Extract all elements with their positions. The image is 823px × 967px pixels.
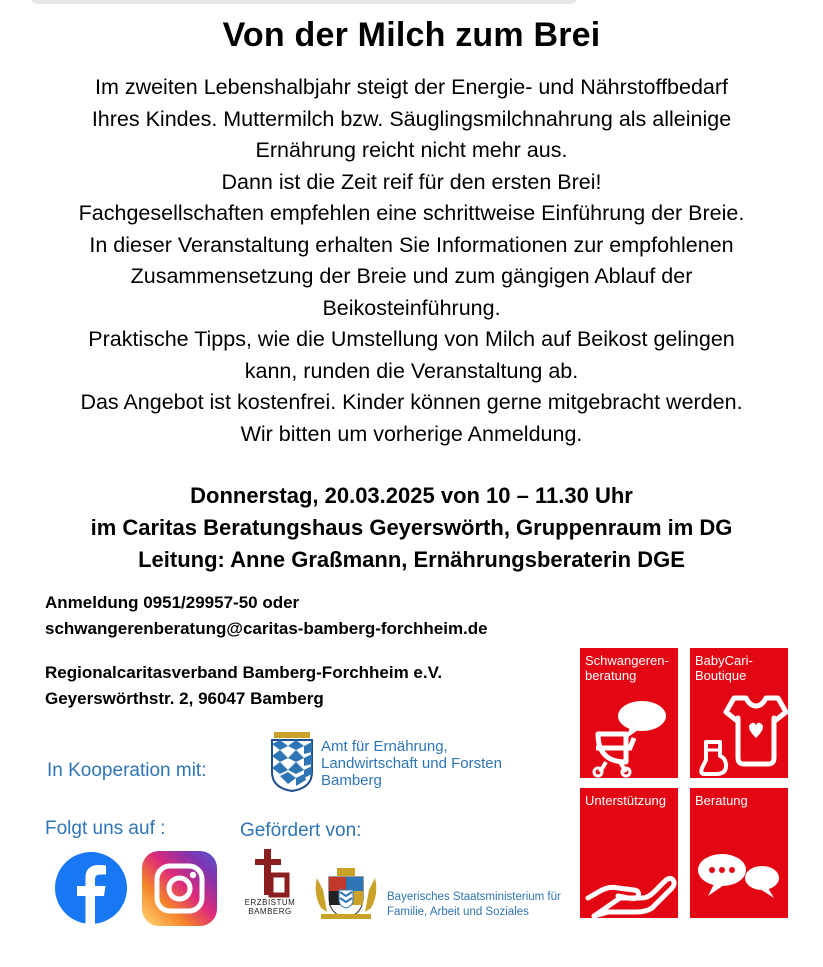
ministry-line: Familie, Arbeit und Soziales [387, 906, 529, 918]
tile-label [585, 653, 674, 683]
erzbistum-logo-text [243, 898, 297, 916]
event-location: im Caritas Beratungshaus Geyerswörth, Gruppenraum im DG [90, 515, 733, 540]
cooperation-label: In Kooperation mit: [47, 760, 207, 781]
intro-line: Zusammensetzung der Breie und zum gängigen Ablauf der [130, 264, 693, 288]
organization-address [45, 660, 442, 712]
tile-schwangerenberatung[interactable] [580, 648, 678, 778]
event-date-time: Donnerstag, 20.03.2025 von 10 – 11.30 Uhr [190, 483, 633, 508]
ministry-logo-text [387, 890, 561, 920]
tile-label-line: BabyCari- [695, 653, 753, 668]
organization-name: Regionalcaritasverband Bamberg-Forchheim e.V. [45, 663, 443, 682]
tile-label [695, 653, 784, 683]
partner-line: Bamberg [321, 772, 382, 789]
registration-contact [45, 590, 488, 642]
intro-line: Ihres Kindes. Muttermilch bzw. Säuglingsmilchnahrung als alleinige [91, 106, 732, 131]
instagram-icon[interactable] [142, 851, 217, 926]
tile-label-line: Unterstützung [585, 793, 666, 808]
erzbistum-line: ERZBISTUM [244, 898, 296, 907]
intro-text [20, 72, 803, 450]
intro-line: Das Angebot ist kostenfrei. Kinder können gerne mitgebracht werden. [80, 390, 743, 414]
baby-clothes-icon [690, 688, 788, 778]
intro-line: In dieser Veranstaltung erhalten Sie Informationen zur empfohlenen [89, 232, 734, 257]
intro-line: Dann ist die Zeit reif für den ersten Brei! [221, 169, 602, 194]
follow-us-label: Folgt uns auf : [45, 818, 166, 839]
top-decor-bar [30, 0, 578, 4]
amt-fuer-ernaehrung-logo-text [321, 738, 502, 789]
intro-line: Im zweiten Lebenshalbjahr steigt der Energie- und Nährstoffbedarf [94, 75, 729, 99]
facebook-icon[interactable] [55, 852, 127, 924]
intro-line: kann, runden die Veranstaltung ab. [244, 358, 579, 383]
intro-line: Praktische Tipps, wie die Umstellung von Milch auf Beikost gelingen [88, 327, 735, 351]
intro-line: Beikosteinführung. [322, 295, 501, 320]
partner-line: Landwirtschaft und Forsten [321, 755, 502, 772]
event-leader: Leitung: Anne Graßmann, Ernährungsberaterin DGE [138, 547, 685, 572]
speech-bubbles-icon [690, 828, 788, 918]
tile-label-line: Boutique [695, 668, 747, 683]
tile-label [695, 793, 784, 808]
stroller-speech-icon [580, 688, 678, 778]
helping-hand-icon [580, 828, 678, 918]
registration-phone: Anmeldung 0951/29957-50 oder [45, 593, 300, 612]
bavarian-state-coat-of-arms-icon [313, 868, 379, 920]
event-details [0, 480, 823, 576]
partner-line: Amt für Ernährung, [321, 738, 448, 755]
intro-line: Fachgesellschaften empfehlen eine schrittweise Einführung der Breie. [78, 201, 745, 225]
bavarian-crest-icon [270, 732, 314, 792]
funded-by-label: Gefördert von: [240, 820, 362, 841]
tile-label [585, 793, 674, 808]
page-title: Von der Milch zum Brei [222, 16, 601, 54]
tile-babycari-boutique[interactable] [690, 648, 788, 778]
ministry-line: Bayerisches Staatsministerium für [387, 891, 561, 903]
tile-label-line: beratung [585, 668, 637, 683]
intro-line: Wir bitten um vorherige Anmeldung. [240, 421, 583, 446]
tile-unterstuetzung[interactable] [580, 788, 678, 918]
tile-beratung[interactable] [690, 788, 788, 918]
intro-line: Ernährung reicht nicht mehr aus. [255, 138, 568, 162]
tile-label-line: Schwangeren- [585, 653, 669, 668]
organization-street: Geyerswörthstr. 2, 96047 Bamberg [45, 689, 324, 708]
erzbistum-line: BAMBERG [248, 907, 292, 916]
registration-email[interactable]: schwangerenberatung@caritas-bamberg-forchheim.de [45, 619, 488, 638]
tile-label-line: Beratung [695, 793, 748, 808]
